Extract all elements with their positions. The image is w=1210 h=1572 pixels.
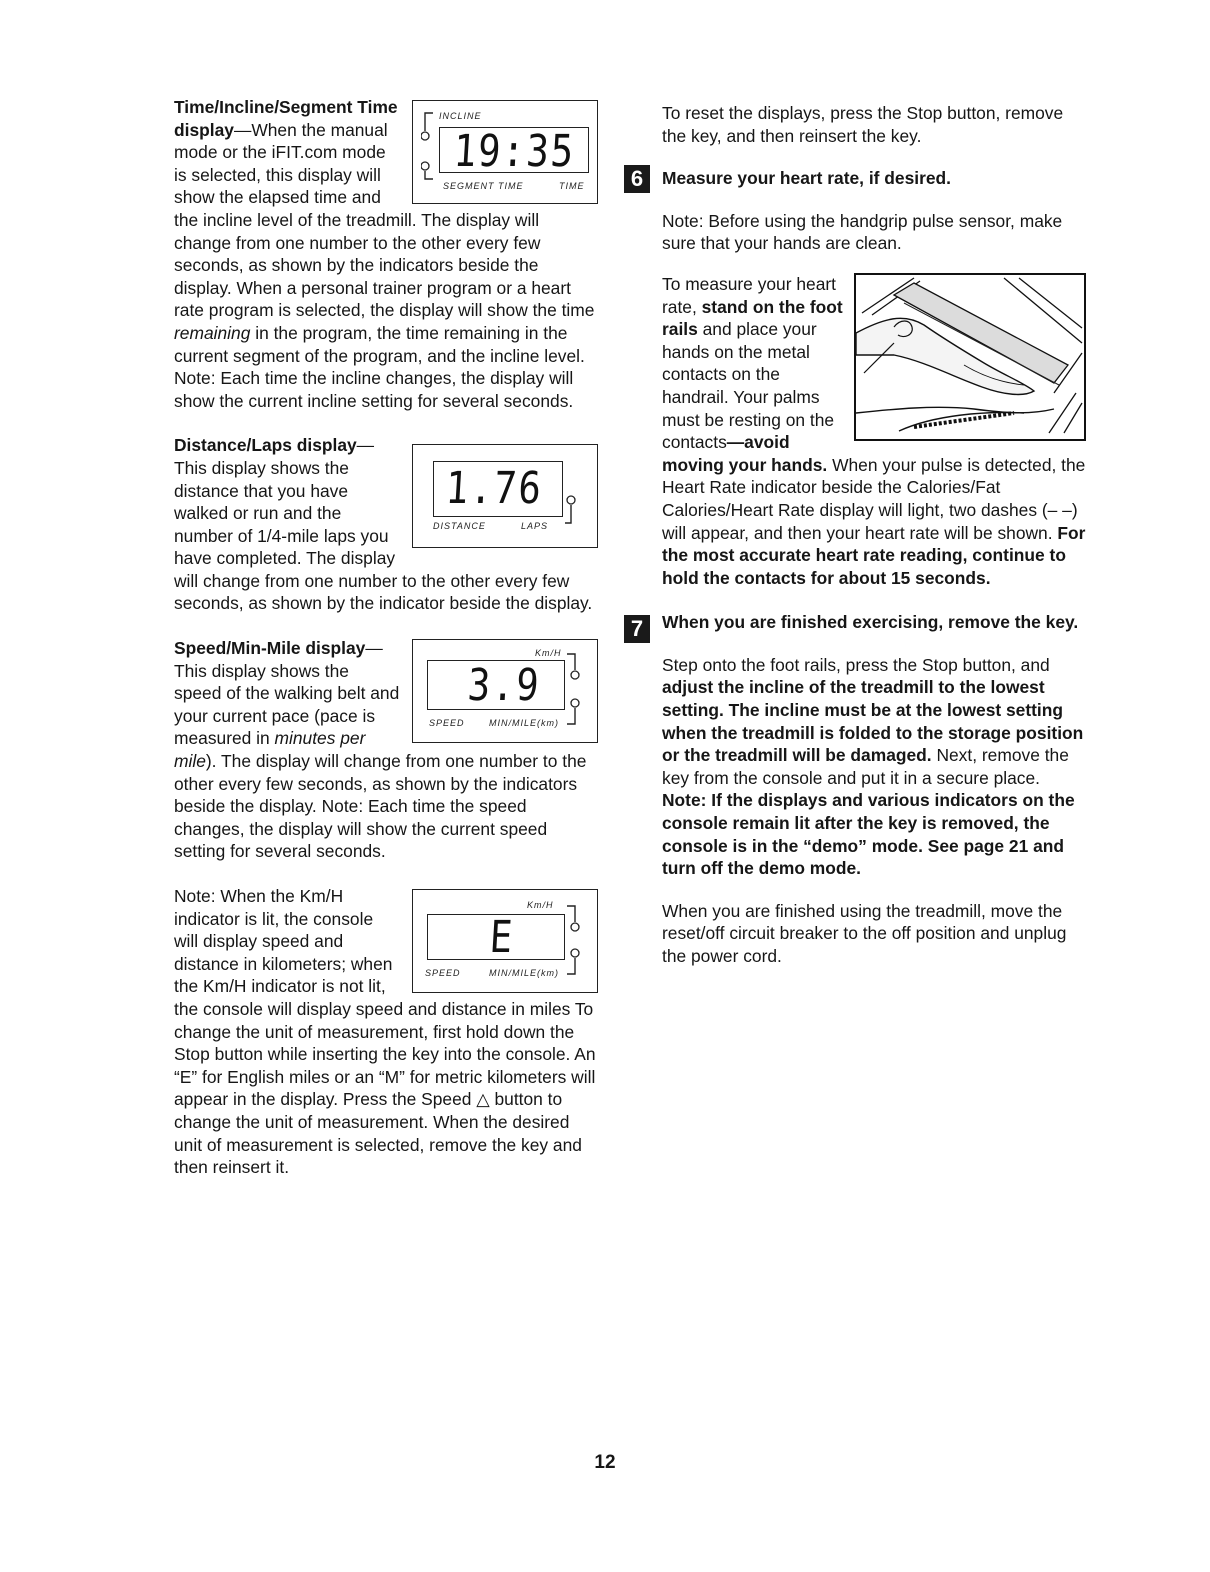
units-bracket-icon	[567, 902, 585, 982]
units-lcd-digits: E	[488, 912, 516, 963]
speed-bracket-icon	[567, 650, 585, 730]
lcd-distance-label: DISTANCE	[433, 521, 486, 532]
step-7-final: When you are finished using the treadmill, move the reset/off circuit breaker to the off position and unplug the power cord.	[662, 900, 1067, 966]
step-6-note: Note: Before using the handgrip pulse sensor, make sure that your hands are clean.	[662, 210, 1063, 254]
distance-lcd-digits: 1.76	[444, 463, 545, 515]
lcd-speed-label-2: SPEED	[425, 968, 461, 978]
units-lcd	[412, 889, 598, 993]
step-6-number: 6	[624, 165, 650, 193]
left-column	[174, 96, 598, 1179]
hand-on-pulse-sensor-icon	[854, 273, 1086, 441]
lcd-speed-label: SPEED	[429, 718, 465, 729]
distance-section-text: Distance/Laps display—This display shows the distance that you have walked or run and the number of 1/4-mile laps you have completed. The display will change from one number to the other every few seconds, as shown by the indicator beside the display.	[174, 435, 593, 614]
distance-laps-section	[174, 434, 598, 615]
laps-indicator-icon	[565, 495, 579, 527]
lcd-minmile-label: MIN/MILE(km)	[489, 718, 559, 729]
right-column	[630, 102, 1086, 968]
distance-section-heading: Distance/Laps display	[174, 435, 357, 456]
step-7-title: When you are finished exercising, remove the key.	[662, 612, 1079, 633]
incline-bracket-icon	[421, 111, 435, 181]
incline-time-lcd	[412, 100, 598, 204]
lcd-kmh-label: Km/H	[535, 648, 562, 659]
speed-section-text: Speed/Min-Mile display—This display shows the speed of the walking belt and your current pace (pace is measured in minutes per mile). The display will change from one number to the other every few seconds, as shown by the indicators beside the display. Note: Each time the speed changes, the display will show the current speed setting for several seconds.	[174, 638, 587, 862]
units-section-text: Note: When the Km/H indicator is lit, the console will display speed and distance in kilometers; when the Km/H indicator is not lit, the console will display speed and distance in miles To change the unit of measurement, first hold down the Stop button while inserting the key into the console. An “E” for English miles or an “M” for metric kilometers will appear in the display. Press the Speed △ button to change the unit of measurement. When the desired unit of measurement is selected, remove the key and then reinsert it.	[174, 886, 596, 1178]
lcd-incline-label: INCLINE	[439, 111, 482, 121]
step-6	[630, 166, 1086, 589]
lcd-segment-time-label: SEGMENT TIME	[443, 181, 524, 191]
lcd-laps-label: LAPS	[521, 521, 549, 532]
speed-section	[174, 637, 598, 863]
lcd-kmh-label-2: Km/H	[527, 900, 554, 910]
handrail-illustration	[854, 273, 1086, 447]
incline-lcd-digits: 19:35	[452, 126, 577, 177]
step-7-number: 7	[624, 615, 650, 643]
time-section-text: Time/Incline/Segment Time display—When the manual mode or the iFIT.com mode is selected, this display will show the elapsed time and the incline level of the treadmill. The display will change from one number to the other every few seconds, as shown by the indicators beside the display. When a personal trainer program or a heart rate program is selected, the display will show the time remaining in the program, the time remaining in the current segment of the program, and the incline level. Note: Each time the incline changes, the display will show the current incline setting for several seconds.	[174, 97, 595, 411]
reset-text: To reset the displays, press the Stop button, remove the key, and then reinsert the key.	[662, 103, 1064, 146]
lcd-time-label: TIME	[559, 181, 585, 191]
speed-section-heading: Speed/Min-Mile display	[174, 638, 366, 659]
lcd-minmile-label-2: MIN/MILE(km)	[489, 968, 559, 978]
step-7-text: Step onto the foot rails, press the Stop button, and adjust the incline of the treadmill to the lowest setting. The incline must be at the lowest setting when the treadmill is folded to the storage position or the treadmill will be damaged. Next, remove the key from the console and put it in a secure place. Note: If the displays and various indicators on the console remain lit after the key is removed, the console is in the “demo” mode. See page 21 and turn off the demo mode.	[662, 654, 1084, 879]
step-6-title: Measure your heart rate, if desired.	[662, 168, 951, 189]
step-6-text: To measure your heart rate, stand on the foot rails and place your hands on the metal contacts on the handrail. Your palms must be resting on the contacts—avoid moving your hands. When your pulse is detected, the Heart Rate indicator beside the Calories/Fat Calories/Heart Rate display will light, two dashes (– –) will appear, and then your heart rate will be shown. For the most accurate heart rate reading, continue to hold the contacts for about 15 seconds.	[662, 273, 1086, 588]
units-section	[174, 885, 598, 1179]
step-7	[630, 611, 1086, 967]
speed-lcd	[412, 639, 598, 743]
page-number: 12	[594, 1452, 616, 1473]
speed-lcd-digits: 3.9	[466, 660, 542, 712]
distance-lcd	[412, 444, 598, 548]
time-section-heading: Time/Incline/Segment Time display	[174, 97, 398, 140]
time-incline-section	[174, 96, 598, 412]
